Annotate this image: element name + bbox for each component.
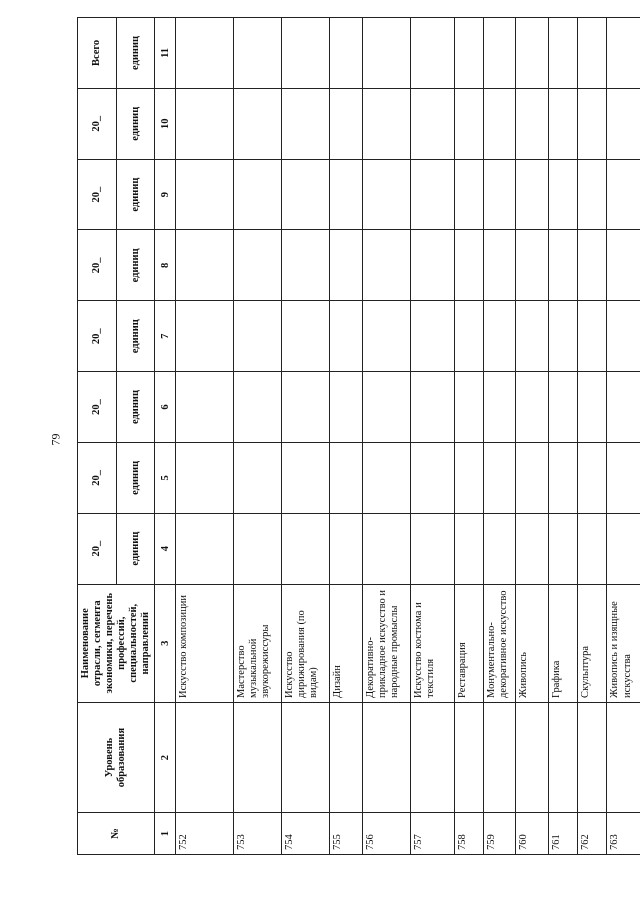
row-value-cell [176, 18, 234, 89]
row-value-cell [607, 88, 640, 159]
table-row [607, 18, 640, 855]
row-value-cell [483, 18, 515, 89]
column-number: 7 [155, 301, 176, 372]
column-number: 10 [155, 88, 176, 159]
row-value-cell [233, 88, 281, 159]
row-value-cell [176, 88, 234, 159]
column-number: 2 [155, 702, 176, 812]
header-year: 20_ [78, 159, 117, 230]
row-education-level [282, 702, 330, 812]
table-row [516, 18, 548, 855]
row-education-level [516, 702, 548, 812]
row-value-cell [578, 230, 607, 301]
row-value-cell [548, 88, 577, 159]
row-value-cell [282, 159, 330, 230]
row-value-cell [483, 442, 515, 513]
row-value-cell [548, 301, 577, 372]
row-value-cell [516, 159, 548, 230]
table-body [176, 18, 640, 855]
row-value-cell [362, 442, 410, 513]
row-value-cell [578, 88, 607, 159]
row-value-cell [233, 159, 281, 230]
row-industry-name: Мастерство музыкальной звукорежиссуры [233, 584, 281, 702]
row-value-cell [548, 230, 577, 301]
table-row [578, 18, 607, 855]
row-value-cell [282, 301, 330, 372]
row-number: 762 [578, 813, 607, 855]
table-row [282, 18, 330, 855]
row-education-level [548, 702, 577, 812]
row-industry-name: Живопись и изящные искусства [607, 584, 640, 702]
row-value-cell [410, 159, 454, 230]
row-number: 759 [483, 813, 515, 855]
row-value-cell [233, 513, 281, 584]
table-row [548, 18, 577, 855]
row-education-level [607, 702, 640, 812]
row-value-cell [607, 301, 640, 372]
unit-label: единиц [116, 301, 155, 372]
row-value-cell [362, 301, 410, 372]
row-value-cell [282, 18, 330, 89]
column-number: 9 [155, 159, 176, 230]
column-number-row [155, 18, 176, 855]
row-industry-name: Дизайн [330, 584, 362, 702]
header-year: 20_ [78, 442, 117, 513]
row-value-cell [454, 513, 483, 584]
column-number: 11 [155, 18, 176, 89]
column-number: 8 [155, 230, 176, 301]
column-number: 5 [155, 442, 176, 513]
row-value-cell [516, 230, 548, 301]
row-value-cell [330, 372, 362, 443]
row-value-cell [282, 513, 330, 584]
row-value-cell [233, 301, 281, 372]
row-value-cell [483, 159, 515, 230]
header-total: Всего [78, 18, 117, 89]
row-value-cell [410, 442, 454, 513]
row-value-cell [483, 301, 515, 372]
row-education-level [578, 702, 607, 812]
row-value-cell [362, 159, 410, 230]
row-value-cell [282, 88, 330, 159]
row-industry-name: Живопись [516, 584, 548, 702]
table-row [362, 18, 410, 855]
row-industry-name: Реставрация [454, 584, 483, 702]
row-number: 754 [282, 813, 330, 855]
row-value-cell [607, 372, 640, 443]
row-value-cell [516, 442, 548, 513]
row-industry-name: Искусство композиции [176, 584, 234, 702]
row-value-cell [548, 18, 577, 89]
row-value-cell [483, 230, 515, 301]
header-education-level: Уровень образования [78, 702, 155, 812]
row-value-cell [410, 372, 454, 443]
row-value-cell [410, 18, 454, 89]
row-industry-name: Искусство костюма и текстиля [410, 584, 454, 702]
row-value-cell [410, 230, 454, 301]
row-value-cell [516, 301, 548, 372]
row-industry-name: Искусство дирижирования (по видам) [282, 584, 330, 702]
header-year: 20_ [78, 372, 117, 443]
row-value-cell [330, 88, 362, 159]
row-industry-name: Графика [548, 584, 577, 702]
header-year: 20_ [78, 88, 117, 159]
row-value-cell [578, 442, 607, 513]
row-number: 753 [233, 813, 281, 855]
row-value-cell [233, 372, 281, 443]
row-education-level [454, 702, 483, 812]
row-value-cell [607, 513, 640, 584]
row-value-cell [454, 18, 483, 89]
header-year: 20_ [78, 301, 117, 372]
row-value-cell [548, 372, 577, 443]
header-number: № [78, 813, 155, 855]
column-number: 6 [155, 372, 176, 443]
row-value-cell [362, 18, 410, 89]
unit-label: единиц [116, 88, 155, 159]
row-value-cell [454, 301, 483, 372]
row-value-cell [176, 442, 234, 513]
unit-label: единиц [116, 230, 155, 301]
row-value-cell [362, 88, 410, 159]
page-number: 79 [48, 433, 63, 446]
row-education-level [233, 702, 281, 812]
row-value-cell [516, 372, 548, 443]
row-value-cell [176, 513, 234, 584]
row-value-cell [282, 372, 330, 443]
row-value-cell [176, 301, 234, 372]
row-number: 752 [176, 813, 234, 855]
row-education-level [362, 702, 410, 812]
column-number: 3 [155, 584, 176, 702]
column-number: 4 [155, 513, 176, 584]
row-value-cell [454, 372, 483, 443]
row-value-cell [410, 513, 454, 584]
row-value-cell [410, 301, 454, 372]
row-value-cell [362, 372, 410, 443]
row-value-cell [233, 18, 281, 89]
row-value-cell [607, 230, 640, 301]
table-row [330, 18, 362, 855]
row-value-cell [578, 301, 607, 372]
header-year: 20_ [78, 513, 117, 584]
header-year: 20_ [78, 230, 117, 301]
row-education-level [330, 702, 362, 812]
row-value-cell [330, 230, 362, 301]
row-value-cell [454, 230, 483, 301]
header-row [78, 18, 117, 855]
row-value-cell [607, 159, 640, 230]
row-value-cell [578, 513, 607, 584]
row-value-cell [176, 230, 234, 301]
unit-label: единиц [116, 513, 155, 584]
row-value-cell [362, 513, 410, 584]
row-education-level [483, 702, 515, 812]
row-education-level [176, 702, 234, 812]
row-value-cell [578, 18, 607, 89]
row-value-cell [330, 159, 362, 230]
row-value-cell [548, 159, 577, 230]
row-value-cell [548, 513, 577, 584]
row-number: 755 [330, 813, 362, 855]
header-industry-name: Наименование отрасли, сегмента экономики, перечень профессий, специальностей, направлений [78, 584, 155, 702]
unit-label: единиц [116, 442, 155, 513]
row-industry-name: Скульптура [578, 584, 607, 702]
row-value-cell [483, 372, 515, 443]
row-value-cell [176, 159, 234, 230]
row-value-cell [516, 88, 548, 159]
table-row [233, 18, 281, 855]
row-value-cell [454, 88, 483, 159]
row-value-cell [516, 18, 548, 89]
column-number: 1 [155, 813, 176, 855]
row-value-cell [548, 442, 577, 513]
unit-label: единиц [116, 18, 155, 89]
row-value-cell [330, 18, 362, 89]
row-value-cell [483, 513, 515, 584]
row-industry-name: Монументально-декоративное искусство [483, 584, 515, 702]
table-row [410, 18, 454, 855]
row-value-cell [330, 442, 362, 513]
row-value-cell [233, 230, 281, 301]
row-value-cell [330, 301, 362, 372]
row-value-cell [233, 442, 281, 513]
row-education-level [410, 702, 454, 812]
row-value-cell [362, 230, 410, 301]
row-value-cell [282, 230, 330, 301]
row-value-cell [330, 513, 362, 584]
row-number: 763 [607, 813, 640, 855]
unit-label: единиц [116, 159, 155, 230]
row-value-cell [410, 88, 454, 159]
row-number: 761 [548, 813, 577, 855]
row-value-cell [176, 372, 234, 443]
table-row [454, 18, 483, 855]
row-value-cell [607, 442, 640, 513]
row-number: 758 [454, 813, 483, 855]
row-value-cell [483, 88, 515, 159]
row-value-cell [578, 372, 607, 443]
row-number: 757 [410, 813, 454, 855]
row-industry-name: Декоративно-прикладное искусство и народные промыслы [362, 584, 410, 702]
row-number: 760 [516, 813, 548, 855]
document-table [77, 17, 633, 855]
row-value-cell [516, 513, 548, 584]
table-row [176, 18, 234, 855]
unit-label: единиц [116, 372, 155, 443]
row-number: 756 [362, 813, 410, 855]
row-value-cell [282, 442, 330, 513]
table-row [483, 18, 515, 855]
row-value-cell [578, 159, 607, 230]
row-value-cell [607, 18, 640, 89]
row-value-cell [454, 442, 483, 513]
row-value-cell [454, 159, 483, 230]
